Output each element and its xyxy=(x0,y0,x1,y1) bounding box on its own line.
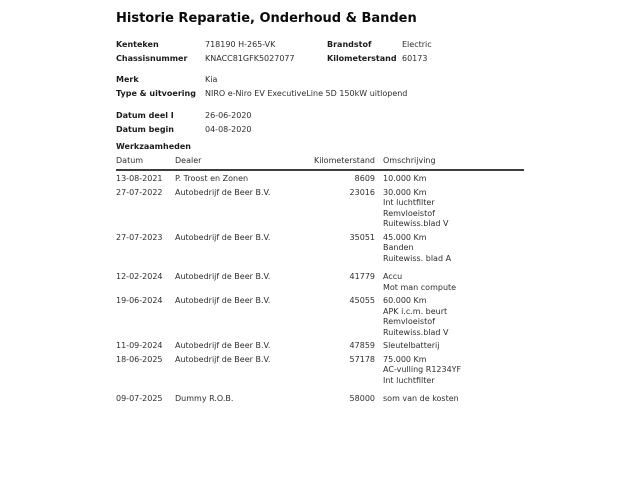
entry-date xyxy=(116,365,175,376)
entry-description: Accu xyxy=(383,272,403,281)
entry-kilometerstand: 41779 xyxy=(349,272,375,281)
merk-label: Merk xyxy=(116,75,139,84)
kilometerstand-label: Kilometerstand xyxy=(327,54,397,63)
entry-date xyxy=(116,219,175,230)
entry-date: 11-09-2024 xyxy=(116,341,163,350)
work-entry-line xyxy=(116,188,524,199)
entry-dealer xyxy=(175,317,291,328)
work-entry xyxy=(116,355,524,387)
info-row-datum-begin xyxy=(116,123,252,137)
type-uitvoering-value: NIRO e-Niro EV ExecutiveLine 5D 150kW uitlopend xyxy=(205,89,408,98)
kilometerstand-value: 60173 xyxy=(402,54,428,63)
entry-description: 60.000 Km xyxy=(383,296,427,305)
work-entry-line xyxy=(116,355,524,366)
entry-date: 12-02-2024 xyxy=(116,272,163,281)
work-entry-line xyxy=(116,328,524,339)
entry-date xyxy=(116,243,175,254)
work-entry-line xyxy=(116,219,524,230)
column-header-omschrijving: Omschrijving xyxy=(383,156,436,165)
entry-description: Remvloeistof xyxy=(383,208,435,218)
entry-kilometerstand xyxy=(291,209,375,220)
work-table xyxy=(116,156,524,405)
entry-description: Mot man compute xyxy=(383,282,457,292)
entry-date: 19-06-2024 xyxy=(116,296,163,305)
info-row-kenteken-brandstof xyxy=(116,38,432,52)
entry-kilometerstand xyxy=(291,243,375,254)
entry-dealer: Autobedrijf de Beer B.V. xyxy=(175,354,271,364)
entry-dealer xyxy=(175,243,291,254)
entry-dealer xyxy=(175,376,291,387)
entry-date xyxy=(116,307,175,318)
work-entry-line xyxy=(116,307,524,318)
entry-dealer xyxy=(175,365,291,376)
kenteken-value: 718190 H-265-VK xyxy=(205,40,276,49)
vehicle-identity-block xyxy=(116,38,432,66)
entry-description: 75.000 Km xyxy=(383,354,427,364)
entry-kilometerstand: 58000 xyxy=(349,394,375,403)
entry-description: Sleutelbatterij xyxy=(383,341,440,350)
work-entry xyxy=(116,272,524,293)
work-section-heading: Werkzaamheden xyxy=(116,142,191,151)
entry-kilometerstand: 47859 xyxy=(349,341,375,350)
entry-kilometerstand xyxy=(291,328,375,339)
page-title: Historie Reparatie, Onderhoud & Banden xyxy=(116,11,417,26)
entry-date xyxy=(116,254,175,265)
entry-date xyxy=(116,376,175,387)
entry-dealer xyxy=(175,198,291,209)
entry-kilometerstand: 35051 xyxy=(349,232,375,242)
entry-description: 10.000 Km xyxy=(383,174,427,183)
work-entry-line xyxy=(116,198,524,209)
entry-description: 30.000 Km xyxy=(383,187,427,197)
entry-description: Ruitewiss.blad V xyxy=(383,219,449,228)
entry-kilometerstand xyxy=(291,365,375,376)
column-header-dealer: Dealer xyxy=(175,156,202,165)
work-entry xyxy=(116,188,524,230)
info-row-merk xyxy=(116,73,407,87)
entry-dealer xyxy=(175,254,291,265)
entry-dealer: Autobedrijf de Beer B.V. xyxy=(175,232,271,242)
entry-kilometerstand xyxy=(291,283,375,294)
work-entry-line xyxy=(116,376,524,387)
work-entry xyxy=(116,394,524,405)
vehicle-model-block xyxy=(116,73,407,101)
entry-dealer: Autobedrijf de Beer B.V. xyxy=(175,272,271,281)
work-entry xyxy=(116,296,524,338)
entry-dealer: Autobedrijf de Beer B.V. xyxy=(175,187,271,197)
chassisnummer-label: Chassisnummer xyxy=(116,54,188,63)
datum-deel-value: 26-06-2020 xyxy=(205,111,252,120)
entry-description: Int luchtfilter xyxy=(383,198,435,207)
entry-date xyxy=(116,317,175,328)
entry-date: 13-08-2021 xyxy=(116,174,163,183)
entry-kilometerstand xyxy=(291,198,375,209)
datum-deel-label: Datum deel I xyxy=(116,111,174,120)
entry-date xyxy=(116,328,175,339)
entry-kilometerstand: 8609 xyxy=(354,174,375,183)
chassisnummer-value: KNACC81GFK5027077 xyxy=(205,54,295,63)
type-uitvoering-label: Type & uitvoering xyxy=(116,89,196,98)
entry-description: Banden xyxy=(383,243,414,252)
info-row-datum-deel xyxy=(116,109,252,123)
entry-kilometerstand: 45055 xyxy=(349,296,375,305)
entry-date xyxy=(116,198,175,209)
kenteken-label: Kenteken xyxy=(116,40,159,49)
entry-date xyxy=(116,283,175,294)
entry-description: 45.000 Km xyxy=(383,232,427,242)
work-entry-line xyxy=(116,174,524,185)
column-header-kilometerstand: Kilometerstand xyxy=(313,156,375,165)
work-entry-line xyxy=(116,233,524,244)
info-row-chassis-kilometerstand xyxy=(116,52,432,66)
vehicle-dates-block xyxy=(116,109,252,137)
entry-kilometerstand xyxy=(291,307,375,318)
work-entry xyxy=(116,233,524,265)
entry-date xyxy=(116,209,175,220)
work-entry-line xyxy=(116,394,524,405)
entry-description: Remvloeistof xyxy=(383,317,435,326)
work-table-header xyxy=(116,156,524,171)
work-entry xyxy=(116,174,524,185)
entry-description: Int luchtfilter xyxy=(383,375,435,385)
entry-kilometerstand: 57178 xyxy=(349,354,375,364)
entry-dealer: Autobedrijf de Beer B.V. xyxy=(175,296,271,305)
entry-kilometerstand xyxy=(291,376,375,387)
work-entries xyxy=(116,174,524,405)
entry-kilometerstand: 23016 xyxy=(349,187,375,197)
work-entry-line xyxy=(116,296,524,307)
entry-dealer: P. Troost en Zonen xyxy=(175,174,249,183)
entry-kilometerstand xyxy=(291,254,375,265)
entry-kilometerstand xyxy=(291,317,375,328)
entry-dealer xyxy=(175,209,291,220)
work-entry-line xyxy=(116,272,524,283)
entry-date: 09-07-2025 xyxy=(116,394,163,403)
info-row-type xyxy=(116,87,407,101)
entry-description: som van de kosten xyxy=(383,394,459,403)
work-entry-line xyxy=(116,317,524,328)
entry-kilometerstand xyxy=(291,219,375,230)
entry-date: 27-07-2023 xyxy=(116,232,163,242)
work-entry-line xyxy=(116,365,524,376)
work-entry xyxy=(116,341,524,352)
work-entry-line xyxy=(116,254,524,265)
entry-description: Ruitewiss. blad A xyxy=(383,253,452,263)
entry-dealer xyxy=(175,328,291,339)
entry-dealer xyxy=(175,219,291,230)
work-entry-line xyxy=(116,243,524,254)
work-entry-line xyxy=(116,283,524,294)
entry-dealer: Autobedrijf de Beer B.V. xyxy=(175,341,271,350)
datum-begin-value: 04-08-2020 xyxy=(205,125,252,134)
column-header-datum: Datum xyxy=(116,156,144,165)
merk-value: Kia xyxy=(205,75,218,84)
datum-begin-label: Datum begin xyxy=(116,125,174,134)
entry-date: 27-07-2022 xyxy=(116,187,163,197)
entry-description: AC-vulling R1234YF xyxy=(383,365,462,374)
brandstof-value: Electric xyxy=(402,40,432,49)
entry-dealer xyxy=(175,283,291,294)
entry-dealer xyxy=(175,307,291,318)
brandstof-label: Brandstof xyxy=(327,40,372,49)
entry-date: 18-06-2025 xyxy=(116,354,163,364)
entry-dealer: Dummy R.O.B. xyxy=(175,394,234,403)
entry-description: APK i.c.m. beurt xyxy=(383,306,448,316)
work-entry-line xyxy=(116,209,524,220)
work-entry-line xyxy=(116,341,524,352)
entry-description: Ruitewiss.blad V xyxy=(383,327,449,337)
